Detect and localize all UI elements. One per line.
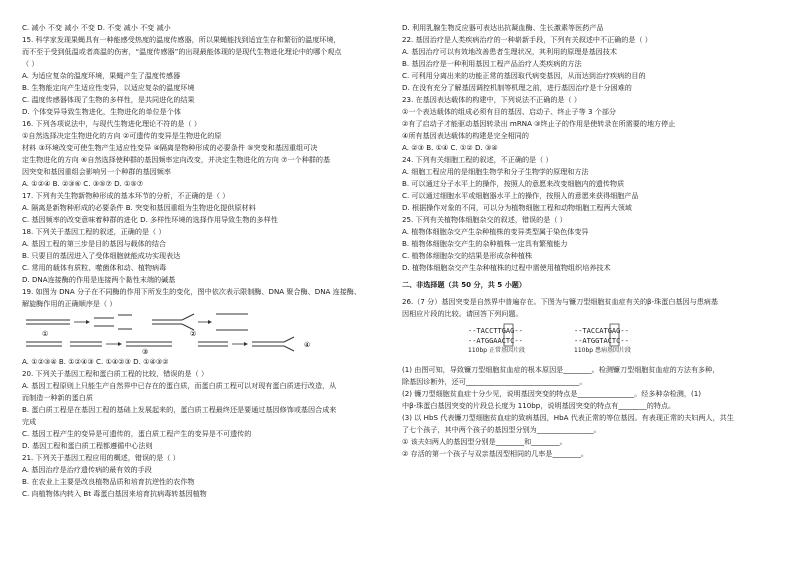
question-line: A. 植物体细胞杂交产生杂种植株的变异类型属于染色体变异: [402, 227, 589, 236]
normal-gene-caption: 110bp 正常基因片段: [468, 347, 525, 354]
question-line: B. 植物体细胞杂交产生的杂种植株一定具有繁殖能力: [402, 239, 568, 248]
question-line: B. 在农业上主要是改良植物品质和培育抗逆性的农作物: [22, 477, 195, 486]
question-line: 因相应片段的比较。请回答下列问题。: [402, 309, 523, 318]
question-line: A. ①②④ B. ②③⑥ C. ③⑤⑦ D. ①⑤⑦: [22, 179, 144, 188]
question-line: A. 为适应复杂的温度环境，果蝇产生了温度传感器: [22, 71, 181, 80]
dna-figure-2: [152, 314, 248, 330]
question-line: (3) 以 HbS 代表镰刀型细胞贫血症的致病基因，HbA 代表正常的等位基因。有表现正常的夫妇两人，共生: [402, 413, 734, 422]
question-line: D. DNA连接酶的作用是连接两个黏性末端的碱基: [22, 275, 176, 284]
question-line: C. 植物体细胞杂交的结果是形成杂种植株: [402, 251, 533, 260]
question-line: ② 存活的第一个孩子与双亲基因型相同的几率是________。: [402, 449, 588, 458]
right-column: [402, 22, 774, 460]
question-line: B. 可以通过分子水平上的操作，按照人的意愿来改变细胞内的遗传物质: [402, 179, 625, 188]
question-line: ①自然选择决定生物进化的方向 ②可遗传的变异是生物进化的原: [22, 131, 222, 140]
section-title: 二、非选择题（共 50 分，共 5 小题）: [402, 280, 526, 289]
mutant-gene-bottom-strand: --ATGGTACTC--: [574, 337, 629, 345]
q26-stem: [402, 296, 774, 320]
question-line: ②有了启动子才能驱动基因转录出 mRNA ③终止子的作用是使转录在所需要的地方停止: [402, 119, 676, 128]
question-line: C. 基因频率的改变意味着种群的进化 D. 多样性环境的选择作用导致生物的多样性: [22, 215, 278, 224]
dna-figure-3: [26, 342, 172, 346]
question-line: 材料 ③环境改变可使生物产生适应性变异 ④隔离是物种形成的必要条件 ⑤突变和基因重组可决: [22, 143, 318, 152]
dna-enzyme-figure: [22, 310, 394, 356]
dna-figure-label-1: ①: [42, 330, 49, 338]
dna-figure-label-3: ③: [142, 348, 149, 356]
question-line: 中β-珠蛋白基因突变的片段总长度为 110bp，说明基因突变的特点有________的特点。: [402, 401, 676, 410]
q26-subquestions: [402, 364, 774, 460]
question-line: C. 温度传感器体现了生物的多样性，是共同进化的结果: [22, 95, 195, 104]
question-line: 21. 下列关于基因工程应用的概述，错误的是（ ）: [22, 453, 180, 462]
question-line: A. 基因治疗可以有效地改善患者生理状况，其利用的原理是基因技术: [402, 47, 617, 56]
question-line: 22. 基因治疗是人类疾病治疗的一种崭新手段，下列有关叙述中不正确的是（ ）: [402, 35, 652, 44]
question-line: (2) 镰刀型细胞贫血症十分少见，说明基因突变的特点是________________。经多种杂检测，(1): [402, 389, 702, 398]
dna-figure-4: [198, 337, 294, 351]
mutant-gene-fragment: [574, 326, 631, 356]
question-line: B. 蛋白质工程是在基因工程的基础上发展起来的，蛋白质工程最终还是要通过基因修饰或基因合成来: [22, 405, 337, 414]
dna-figure-1: [26, 315, 132, 329]
question-line: D. 植物体细胞杂交产生杂种植株的过程中需使用植物组织培养技术: [402, 263, 611, 272]
question-line: C. 基因工程产生的变异是可遗传的，蛋白质工程产生的变异是不可遗传的: [22, 429, 252, 438]
question-line: A. ①②③④ B. ①②④③ C. ①④②③ D. ①④③②: [22, 357, 169, 366]
question-line: 除基因诊断外，还可________________________________。: [402, 377, 587, 386]
left-question-lines-after: [22, 356, 394, 500]
question-line: (1) 由图可知，导致镰刀型细胞贫血症的根本原因是________。检测镰刀型细胞贫血症的方法有多种，: [402, 365, 720, 374]
question-line: ① 该夫妇两人的基因型分别是________和________。: [402, 437, 567, 446]
question-line: A. 基因工程的第三步是目的基因与载体的结合: [22, 239, 167, 248]
question-line: 完成: [22, 417, 37, 426]
dna-strand-diagram: [22, 310, 394, 356]
question-line: D. 根据操作对象的不同，可以分为植物细胞工程和动物细胞工程两大领域: [402, 203, 632, 212]
question-line: A. 基因治疗是治疗遗传病的最有效的手段: [22, 465, 152, 474]
question-line: 15. 科学家发现果蝇具有一种能感受热度的温度传感器，所以果蝇能找到适宜生存和繁衍的温度环境，: [22, 35, 341, 44]
question-line: 17. 下列有关生物新物种形成的基本环节的分析，不正确的是（ ）: [22, 191, 230, 200]
question-line: C. 向植物体内转入 Bt 毒蛋白基因来培育抗病毒转基因植物: [22, 489, 207, 498]
question-line: 了七个孩子，其中两个孩子的基因型分别为________________。: [402, 425, 601, 434]
question-line: A. 基因工程原则上只能生产自然界中已存在的蛋白质，而蛋白质工程可以对现有蛋白质进行改造，从: [22, 381, 337, 390]
question-line: 19. 如图为 DNA 分子在不同酶的作用下所发生的变化，图中依次表示限制酶、DNA 聚合酶、DNA 连接酶、: [22, 287, 361, 296]
question-line: B. 只要目的基因进入了受体细胞就能成功实现表达: [22, 251, 181, 260]
question-line: 20. 下列关于基因工程和蛋白质工程的比较，错误的是（ ）: [22, 369, 209, 378]
question-line: D. 基因工程和蛋白质工程都遵循中心法则: [22, 441, 153, 450]
question-line: 16. 下列各项说法中，与现代生物进化理论不符的是（ ）: [22, 119, 201, 128]
question-line: 而制造一种新的蛋白质: [22, 393, 93, 402]
question-line: A. 细胞工程应用的是细胞生物学和分子生物学的原理和方法: [402, 167, 589, 176]
normal-gene-bottom-strand: --ATGGAACTC--: [468, 337, 523, 345]
question-line: D. 利用乳腺生物反应器可表达出抗凝血酶、生长激素等医药产品: [402, 23, 604, 32]
question-line: C. 常用的载体有质粒、噬菌体和动、植物病毒: [22, 263, 167, 272]
question-line: B. 生物能定向产生适应性变异，以适应复杂的温度环境: [22, 83, 195, 92]
question-line: 26.（7 分）基因突变是自然界中普遍存在。下图为与镰刀型细胞贫血症有关的β-珠蛋白基因与患病基: [402, 297, 718, 306]
mutant-gene-top-strand: --TACCATGAG--: [574, 327, 629, 335]
left-question-lines: [22, 22, 394, 310]
dna-figure-label-4: ④: [304, 341, 311, 349]
normal-gene-top-strand: --TACCTTGAG--: [468, 327, 523, 335]
question-line: ④所有基因表达载体的构建是完全相同的: [402, 131, 529, 140]
left-column: [22, 22, 394, 500]
right-question-lines: [402, 22, 774, 274]
question-line: 解旋酶作用的正确顺序是（ ）: [22, 299, 117, 308]
question-line: A. ②③ B. ①④ C. ①② D. ③④: [402, 143, 498, 152]
question-line: 定生物进化的方向 ⑥自然选择使种群的基因频率定向改变，并决定生物进化的方向 ⑦一个种群的基: [22, 155, 331, 164]
question-line: （ ）: [22, 59, 39, 68]
question-line: A. 隔离是新物种形成的必要条件 B. 突变和基因重组为生物进化提供原材料: [22, 203, 256, 212]
question-line: 而不至于受到低温或者高温的伤害，“温度传感器”的出现最能体现的是现代生物进化理论中的哪个观点: [22, 47, 342, 56]
question-line: C. 可以通过细胞水平或细胞器水平上的操作，按照人的意愿来获得细胞产品: [402, 191, 639, 200]
question-line: 24. 下列有关细胞工程的叙述，不正确的是（ ）: [402, 155, 553, 164]
question-line: 18. 下列关于基因工程的叙述，正确的是（ ）: [22, 227, 166, 236]
question-line: 因突变和基因重组会影响另一个种群的基因频率: [22, 167, 171, 176]
normal-gene-fragment: [468, 326, 525, 356]
question-line: D. 个体变异导致生物进化，生物进化的单位是个体: [22, 107, 181, 116]
question-line: C. 可利用分离出来的功能正常的基因取代病变基因，从而达到治疗疾病的目的: [402, 71, 646, 80]
question-line: B. 基因治疗是一种利用基因工程产品治疗人类疾病的方法: [402, 59, 582, 68]
question-line: 25. 下列有关植物体细胞杂交的叙述，错误的是（ ）: [402, 215, 567, 224]
dna-figure-label-2: ②: [190, 330, 197, 338]
question-line: ①一个表达载体的组成必须有目的基因、启动子、终止子等 3 个部分: [402, 107, 617, 116]
question-line: C. 减小 不变 减小 不变 D. 不变 减小 不变 减小: [22, 23, 171, 32]
question-line: D. 在没有充分了解基因调控机制等机理之前，进行基因治疗是十分困难的: [402, 83, 632, 92]
mutant-gene-caption: 110bp 患病基因片段: [574, 347, 631, 354]
question-line: 23. 在基因表达载体的构建中，下列说法不正确的是（ ）: [402, 95, 581, 104]
gene-fragment-figure: [402, 320, 774, 364]
